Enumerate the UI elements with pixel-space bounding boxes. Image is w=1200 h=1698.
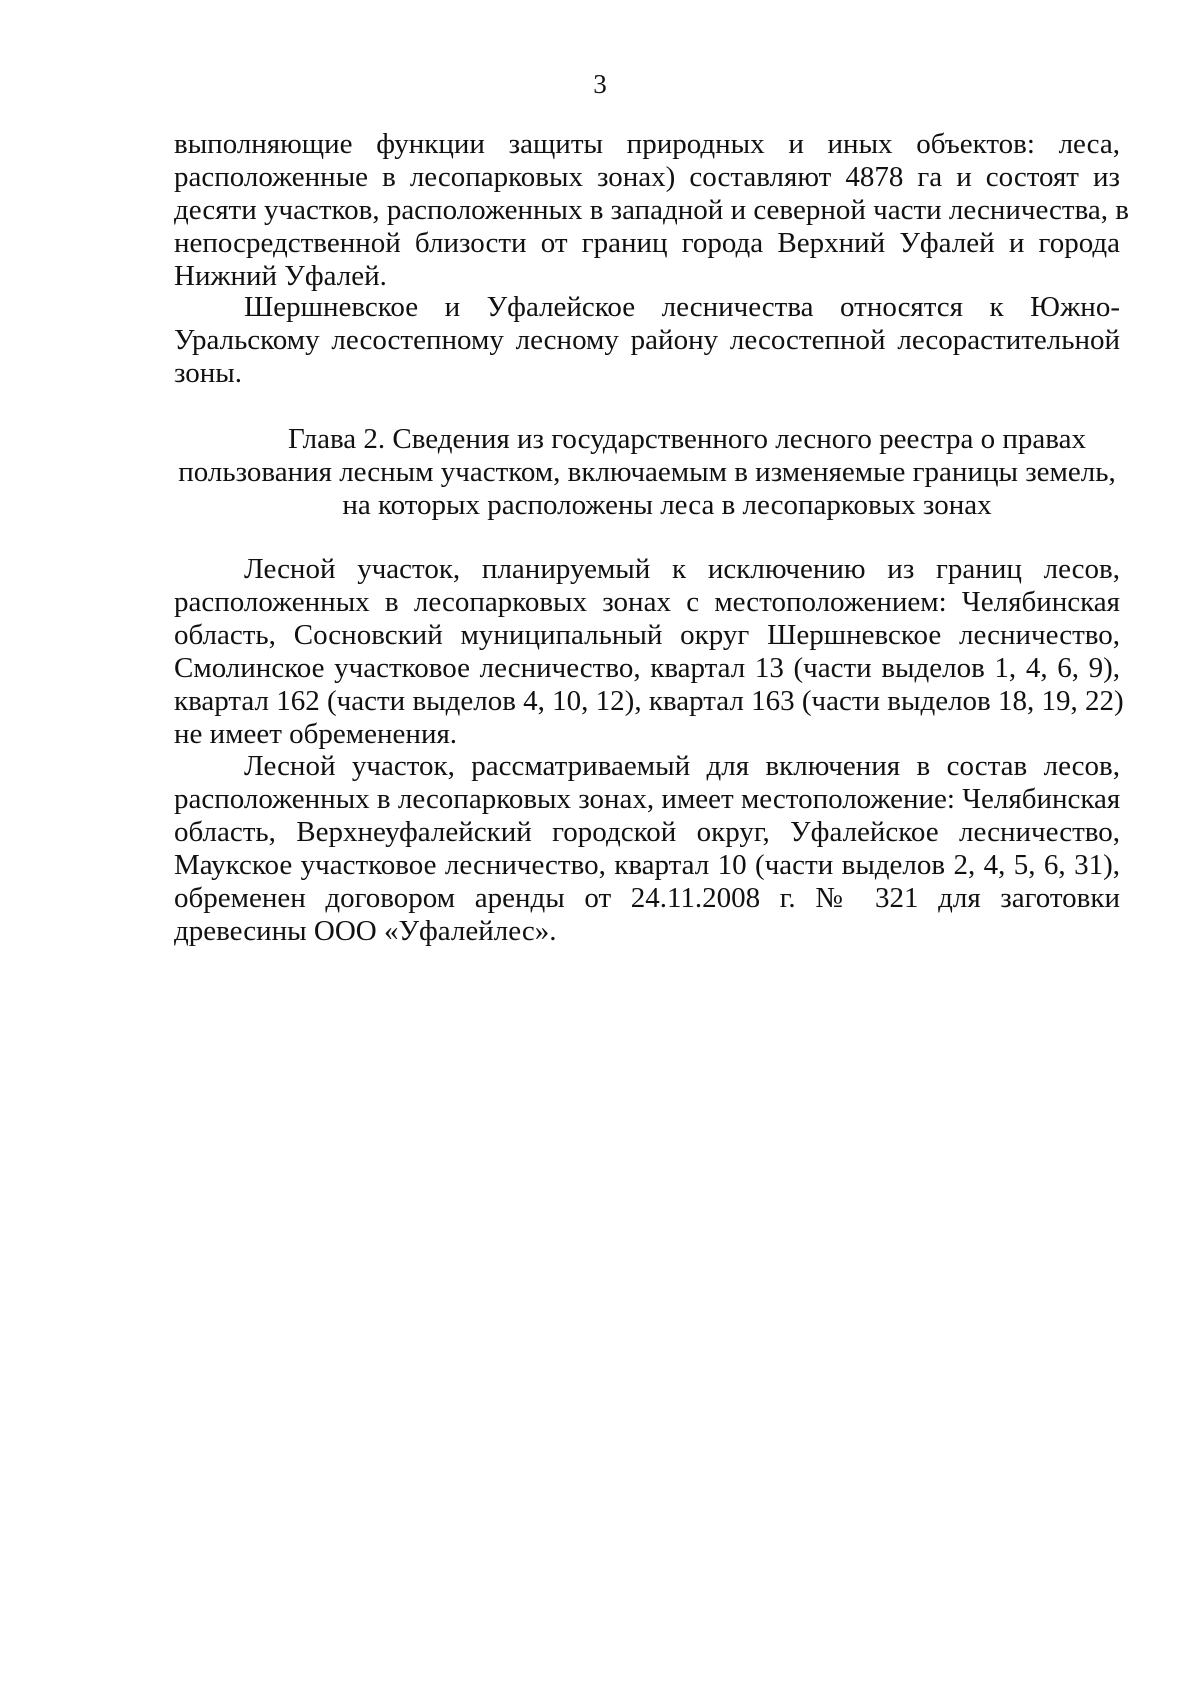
paragraph-line: расположенных в лесопарковых зонах, имеет местоположение: Челябинская	[174, 783, 1121, 815]
paragraph-line: выполняющие функции защиты природных и иных объектов: леса,	[174, 128, 1120, 160]
paragraph-line: десяти участков, расположенных в западной и северной части лесничества, в	[174, 194, 1129, 226]
paragraph-line: обременен договором аренды от 24.11.2008 г. № 321 для заготовки	[174, 882, 1120, 914]
chapter-title-line: Глава 2. Сведения из государственного лесного реестра о правах	[288, 423, 1086, 455]
paragraph-included-plot	[174, 750, 1120, 948]
paragraph-line: Нижний Уфалей.	[174, 260, 387, 292]
paragraph-line: Шершневское и Уфалейское лесничества относятся к Южно-	[244, 291, 1120, 323]
paragraph-line: Лесной участок, планируемый к исключению из границ лесов,	[244, 553, 1120, 585]
paragraph-line: расположенных в лесопарковых зонах с местоположением: Челябинская	[174, 586, 1120, 618]
paragraph-line: древесины ООО «Уфалейлес».	[174, 915, 557, 947]
page-number: 3	[593, 69, 607, 99]
paragraph-line: область, Сосновский муниципальный округ Шершневское лесничество,	[174, 619, 1120, 651]
paragraph-line: Лесной участок, рассматриваемый для включения в состав лесов,	[244, 750, 1120, 782]
chapter-title-line: пользования лесным участком, включаемым в изменяемые границы земель,	[178, 456, 1116, 488]
paragraph-line: непосредственной близости от границ города Верхний Уфалей и города	[174, 227, 1120, 259]
paragraph-line: область, Верхнеуфалейский городской округ, Уфалейское лесничество,	[174, 816, 1120, 848]
paragraph-line: зоны.	[174, 357, 243, 389]
paragraph-excluded-plot	[174, 553, 1124, 751]
paragraph-line: Смолинское участковое лесничество, квартал 13 (части выделов 1, 4, 6, 9),	[174, 652, 1120, 684]
paragraph-line: квартал 162 (части выделов 4, 10, 12), квартал 163 (части выделов 18, 19, 22)	[174, 685, 1124, 717]
paragraph-line: Маукское участковое лесничество, квартал 10 (части выделов 2, 4, 5, 6, 31),	[174, 849, 1120, 881]
paragraph-continuation	[174, 128, 1129, 293]
paragraph-forest-districts	[174, 291, 1120, 390]
paragraph-line: расположенные в лесопарковых зонах) составляют 4878 га и состоят из	[174, 161, 1120, 193]
paragraph-line: не имеет обременения.	[174, 718, 458, 750]
chapter-title	[174, 423, 1120, 522]
paragraph-line: Уральскому лесостепному лесному району лесостепной лесорастительной	[174, 324, 1120, 356]
chapter-title-line: на которых расположены леса в лесопарковых зонах	[342, 489, 992, 521]
